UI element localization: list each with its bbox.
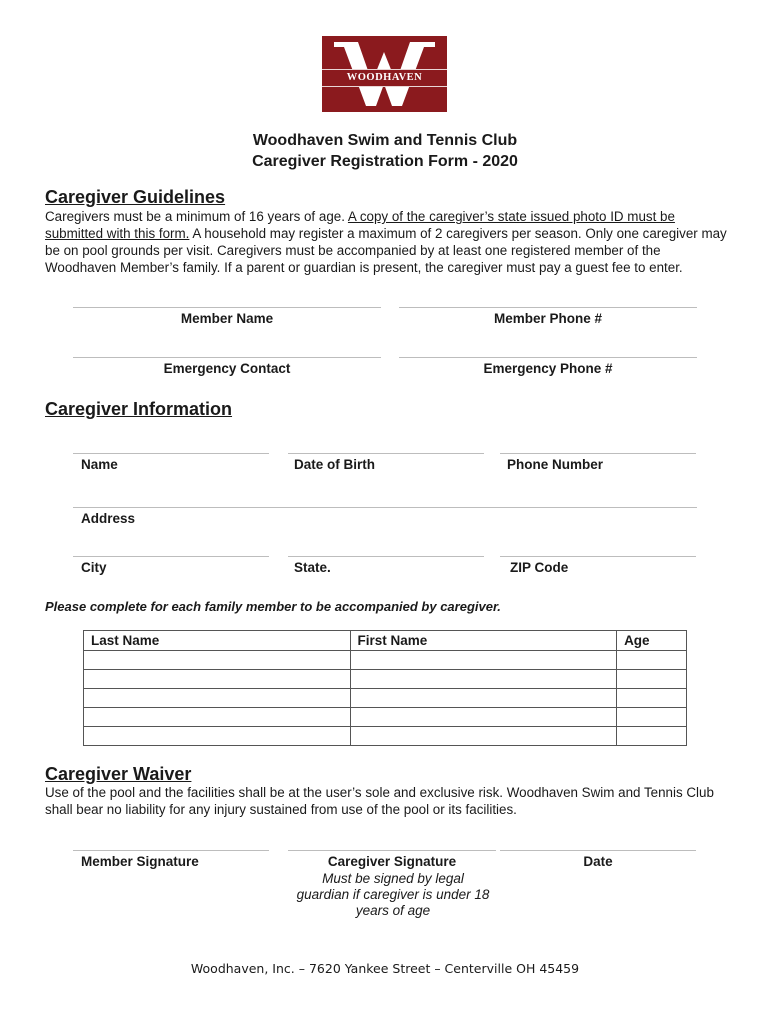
form-title-line2: Caregiver Registration Form - 2020 [252,153,518,170]
caregiver-info-heading: Caregiver Information [45,399,233,419]
caregiver-address-line[interactable] [73,507,697,508]
caregiver-zip-label: ZIP Code [510,560,569,575]
emergency-phone-label: Emergency Phone # [483,361,613,376]
last-name-cell[interactable] [84,651,351,670]
emergency-phone-line[interactable] [399,357,697,358]
waiver-heading: Caregiver Waiver [45,764,192,784]
caregiver-signature-note [278,871,508,919]
last-name-cell[interactable] [84,670,351,689]
caregiver-name-label: Name [81,457,118,472]
caregiver-city-label: City [81,560,107,575]
guidelines-text [45,208,735,276]
table-row [84,727,687,746]
member-name-label: Member Name [180,311,274,326]
member-phone-line[interactable] [399,307,697,308]
caregiver-note-line2: guardian if caregiver is under 18 [296,887,490,902]
caregiver-signature-label: Caregiver Signature [327,854,457,869]
woodhaven-logo [322,36,447,112]
caregiver-dob-label: Date of Birth [294,457,375,472]
last-name-cell[interactable] [84,727,351,746]
guidelines-text-part2: A household may register a maximum of 2 caregivers per season. Only one caregiver may be on pool grounds per visit. Caregivers must be accompanied by at least one registered member of the Woodhaven Member’s family. If a parent or guardian is present, the caregiver must pay a guest fee to enter. [45,226,727,275]
member-name-line[interactable] [73,307,381,308]
last-name-cell[interactable] [84,708,351,727]
table-row [84,670,687,689]
table-header-row [84,631,687,651]
age-cell[interactable] [617,708,687,727]
age-cell[interactable] [617,670,687,689]
age-cell[interactable] [617,651,687,670]
column-header-last-name: Last Name [84,631,351,651]
emergency-contact-label: Emergency Contact [163,361,291,376]
guidelines-photo-id-requirement: A copy of the caregiver’s state issued photo ID must be submitted with this form. [45,209,675,241]
footer-address: Woodhaven, Inc. – 7620 Yankee Street – Centerville OH 45459 [190,961,580,976]
caregiver-phone-line[interactable] [500,453,696,454]
caregiver-address-label: Address [81,511,136,526]
waiver-text: Use of the pool and the facilities shall be at the user’s sole and exclusive risk. Woodhaven Swim and Tennis Club shall bear no liability for any injury sustained from use of the pool or its facilities. [45,785,714,817]
caregiver-name-line[interactable] [73,453,269,454]
emergency-contact-line[interactable] [73,357,381,358]
caregiver-note-line1: Must be signed by legal [322,871,464,886]
form-title-line1: Woodhaven Swim and Tennis Club [252,132,518,149]
logo-wordmark: WOODHAVEN [322,69,447,87]
caregiver-state-label: State. [294,560,331,575]
guidelines-text-part1: Caregivers must be a minimum of 16 years of age. [45,209,348,224]
table-row [84,708,687,727]
table-row [84,689,687,708]
member-signature-line[interactable] [73,850,269,851]
first-name-cell[interactable] [350,689,617,708]
caregiver-dob-line[interactable] [288,453,484,454]
family-instruction: Please complete for each family member to be accompanied by caregiver. [45,599,501,614]
last-name-cell[interactable] [84,689,351,708]
member-signature-label: Member Signature [81,854,199,869]
caregiver-state-line[interactable] [288,556,484,557]
date-label: Date [583,854,613,869]
guidelines-heading: Caregiver Guidelines [45,187,226,207]
first-name-cell[interactable] [350,727,617,746]
age-cell[interactable] [617,689,687,708]
date-line[interactable] [500,850,696,851]
first-name-cell[interactable] [350,651,617,670]
first-name-cell[interactable] [350,670,617,689]
column-header-first-name: First Name [350,631,617,651]
caregiver-zip-line[interactable] [500,556,696,557]
first-name-cell[interactable] [350,708,617,727]
caregiver-note-line3: years of age [355,903,431,918]
age-cell[interactable] [617,727,687,746]
caregiver-signature-line[interactable] [288,850,496,851]
family-members-table [83,630,687,746]
caregiver-phone-label: Phone Number [507,457,604,472]
member-phone-label: Member Phone # [493,311,603,326]
table-row [84,651,687,670]
caregiver-city-line[interactable] [73,556,269,557]
column-header-age: Age [617,631,687,651]
